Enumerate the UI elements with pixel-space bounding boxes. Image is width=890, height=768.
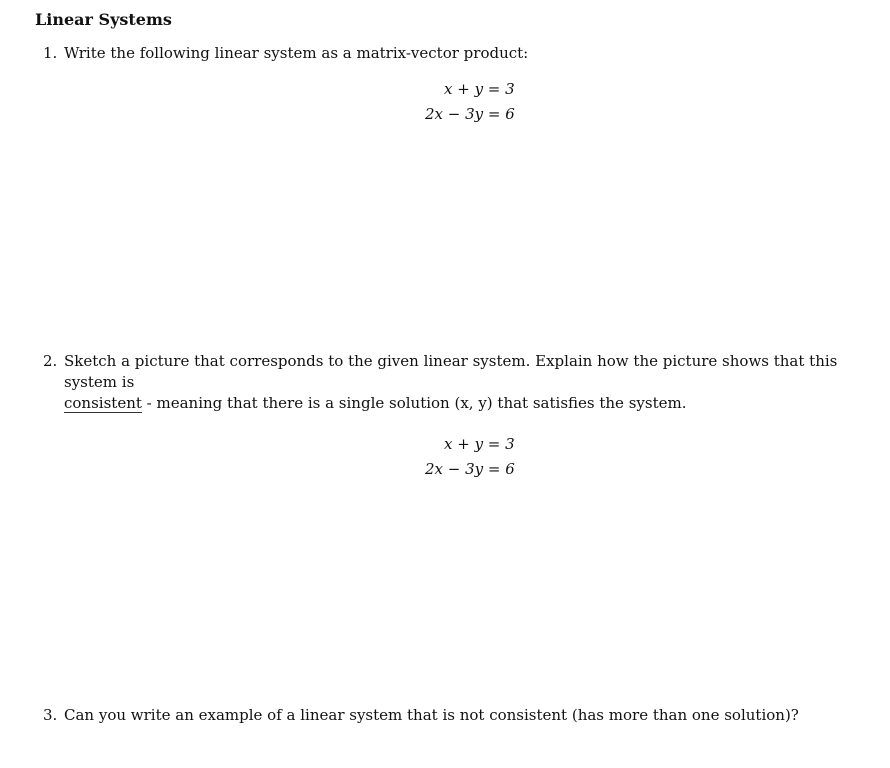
equation-line: 2x − 3y = 6 <box>425 105 515 123</box>
question-1 <box>43 43 878 64</box>
equation-line: x + y = 3 <box>444 80 515 98</box>
consistent-keyword: consistent <box>64 394 142 412</box>
question-1-text: Write the following linear system as a matrix-vector product: <box>64 44 529 62</box>
question-2-number: 2. <box>43 352 58 370</box>
question-2-text-part1: Sketch a picture that corresponds to the given linear system. Explain how the picture shows that this system is <box>64 352 838 391</box>
question-3-text: Can you write an example of a linear system that is not consistent (has more than one solution)? <box>64 706 799 724</box>
question-2-text-part2: - meaning that there is a single solution (x, y) that satisfies the system. <box>141 394 687 412</box>
equation-line: 2x − 3y = 6 <box>425 460 515 478</box>
question-2-text <box>64 351 878 414</box>
section-title: Linear Systems <box>35 10 172 29</box>
question-1-number: 1. <box>43 44 58 62</box>
question-3 <box>43 705 878 726</box>
question-2 <box>43 351 878 412</box>
question-3-number: 3. <box>43 706 58 724</box>
equation-line: x + y = 3 <box>444 435 515 453</box>
